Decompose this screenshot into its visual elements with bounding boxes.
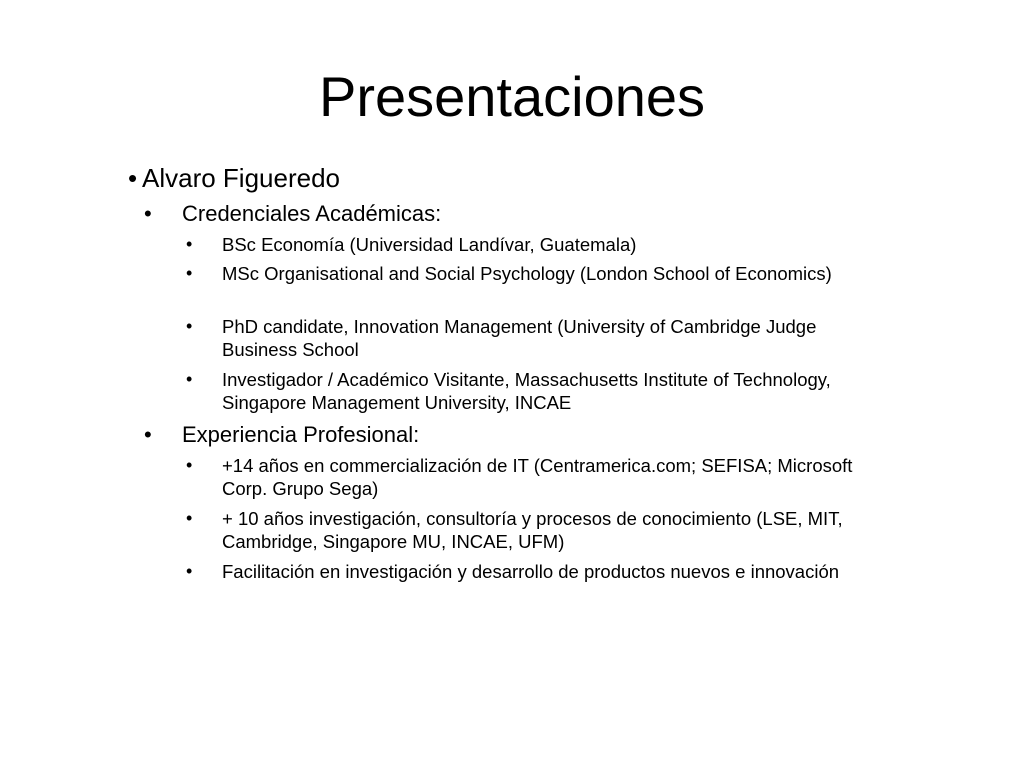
credential-item: Investigador / Académico Visitante, Massachusetts Institute of Technology, Singapore Management University, INCAE <box>222 369 831 413</box>
person-name: Alvaro Figueredo <box>142 163 340 193</box>
bullet-marker: • <box>186 316 193 336</box>
credential-item: MSc Organisational and Social Psychology (London School of Economics) <box>222 263 832 284</box>
bullet-marker: • <box>128 163 138 193</box>
bullet-marker: • <box>186 234 193 254</box>
credential-item: PhD candidate, Innovation Management (University of Cambridge Judge Business School <box>222 316 817 360</box>
credential-item: BSc Economía (Universidad Landívar, Guatemala) <box>222 234 637 255</box>
bullet-marker: • <box>144 422 152 447</box>
section-heading-experience: Experiencia Profesional: <box>182 422 420 447</box>
bullet-marker: • <box>186 369 193 389</box>
bullet-marker: • <box>144 201 152 226</box>
bullet-marker: • <box>186 561 193 581</box>
bullet-marker: • <box>186 455 193 475</box>
experience-item: + 10 años investigación, consultoría y procesos de conocimiento (LSE, MIT, Cambridge, Singapore MU, INCAE, UFM) <box>222 508 843 552</box>
bullet-marker: • <box>186 263 193 283</box>
experience-item: Facilitación en investigación y desarrollo de productos nuevos e innovación <box>222 561 840 582</box>
bullet-marker: • <box>186 508 193 528</box>
section-heading-credentials: Credenciales Académicas: <box>182 201 442 226</box>
slide-title: Presentaciones <box>318 65 705 128</box>
experience-item: +14 años en commercialización de IT (Centramerica.com; SEFISA; Microsoft Corp. Grupo Sega) <box>222 455 853 499</box>
